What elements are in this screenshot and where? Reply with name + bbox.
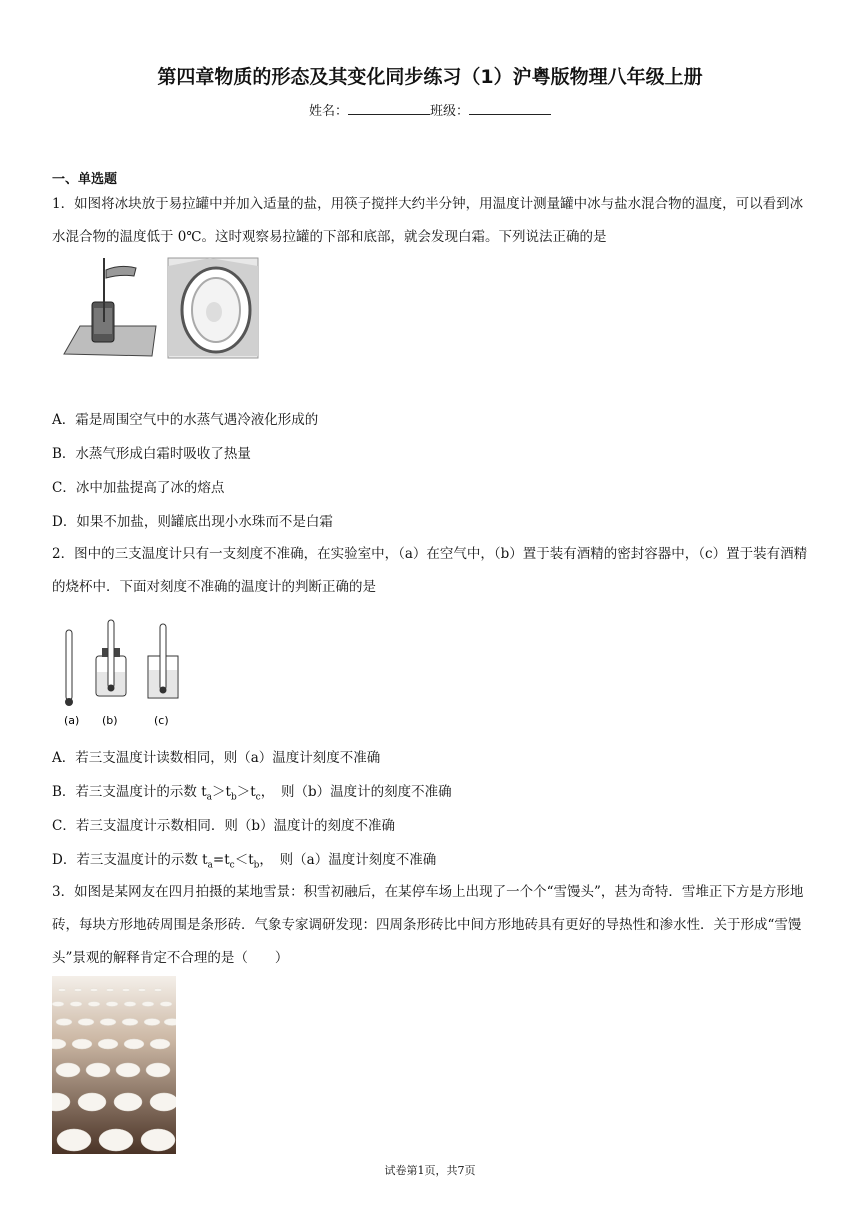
q1-option-a: A．霜是周围空气中的水蒸气遇冷液化形成的 [52, 412, 319, 428]
q2-option-d: D．若三支温度计的示数 $t_a=t_c<t_b$， 则（a）温度计刻度不准确 [52, 852, 437, 871]
name-label: 姓名： [308, 104, 348, 119]
question-1-stem: 1．如图将冰块放于易拉罐中并加入适量的盐，用筷子搅拌大约半分钟，用温度计测量罐中冰与盐水混合物的温度，可以看到冰水混合物的温度低于 0℃。这时观察易拉罐的下部和底部，就会发现白霜。下列说法正确的是 [52, 196, 804, 245]
question-2-stem: 2．图中的三支温度计只有一支刻度不准确，在实验室中，（a）在空气中，（b）置于装有酒精的密封容器中，（c）置于装有酒精的烧杯中．下面对刻度不准确的温度计的判断正确的是 [52, 546, 808, 595]
name-blank [348, 102, 430, 115]
fig-label-c: (c) [154, 714, 169, 727]
section-heading: 一、单选题 [52, 172, 118, 187]
q1-option-c: C．冰中加盐提高了冰的熔点 [52, 480, 225, 496]
q1-option-d: D．如果不加盐，则罐底出现小水珠而不是白霜 [52, 514, 333, 530]
question-3-stem: 3．如图是某网友在四月拍摄的某地雪景：积雪初融后，在某停车场上出现了一个个“雪馒头”，甚为奇特．雪堆正下方是方形地砖，每块方形地砖周围是条形砖．气象专家调研发现：四周条形砖比中间方形地砖具有更好的导热性和渗水性．关于形成“雪馒头”景观的解释肯定不合理的是（ ） [52, 884, 804, 966]
question-1-figure [60, 256, 260, 362]
class-blank [469, 102, 551, 115]
q2-option-c: C．若三支温度计示数相同．则（b）温度计的刻度不准确 [52, 818, 395, 834]
page-footer: 试卷第1页，共7页 [384, 1164, 476, 1177]
q2-option-a: A．若三支温度计读数相同，则（a）温度计刻度不准确 [52, 750, 381, 766]
question-3-photo [52, 976, 176, 1154]
page-title: 第四章物质的形态及其变化同步练习（1）沪粤版物理八年级上册 [157, 66, 703, 88]
fig-label-b: (b) [102, 714, 118, 727]
q2-option-b: B．若三支温度计的示数 $t_a>t_b>t_c$， 则（b）温度计的刻度不准确 [52, 784, 452, 803]
q1-option-b: B．水蒸气形成白霜时吸收了热量 [52, 446, 251, 462]
class-label: 班级： [430, 104, 470, 119]
student-info-line [0, 100, 860, 119]
question-2-figure [58, 616, 188, 730]
fig-label-a: (a) [64, 714, 80, 727]
